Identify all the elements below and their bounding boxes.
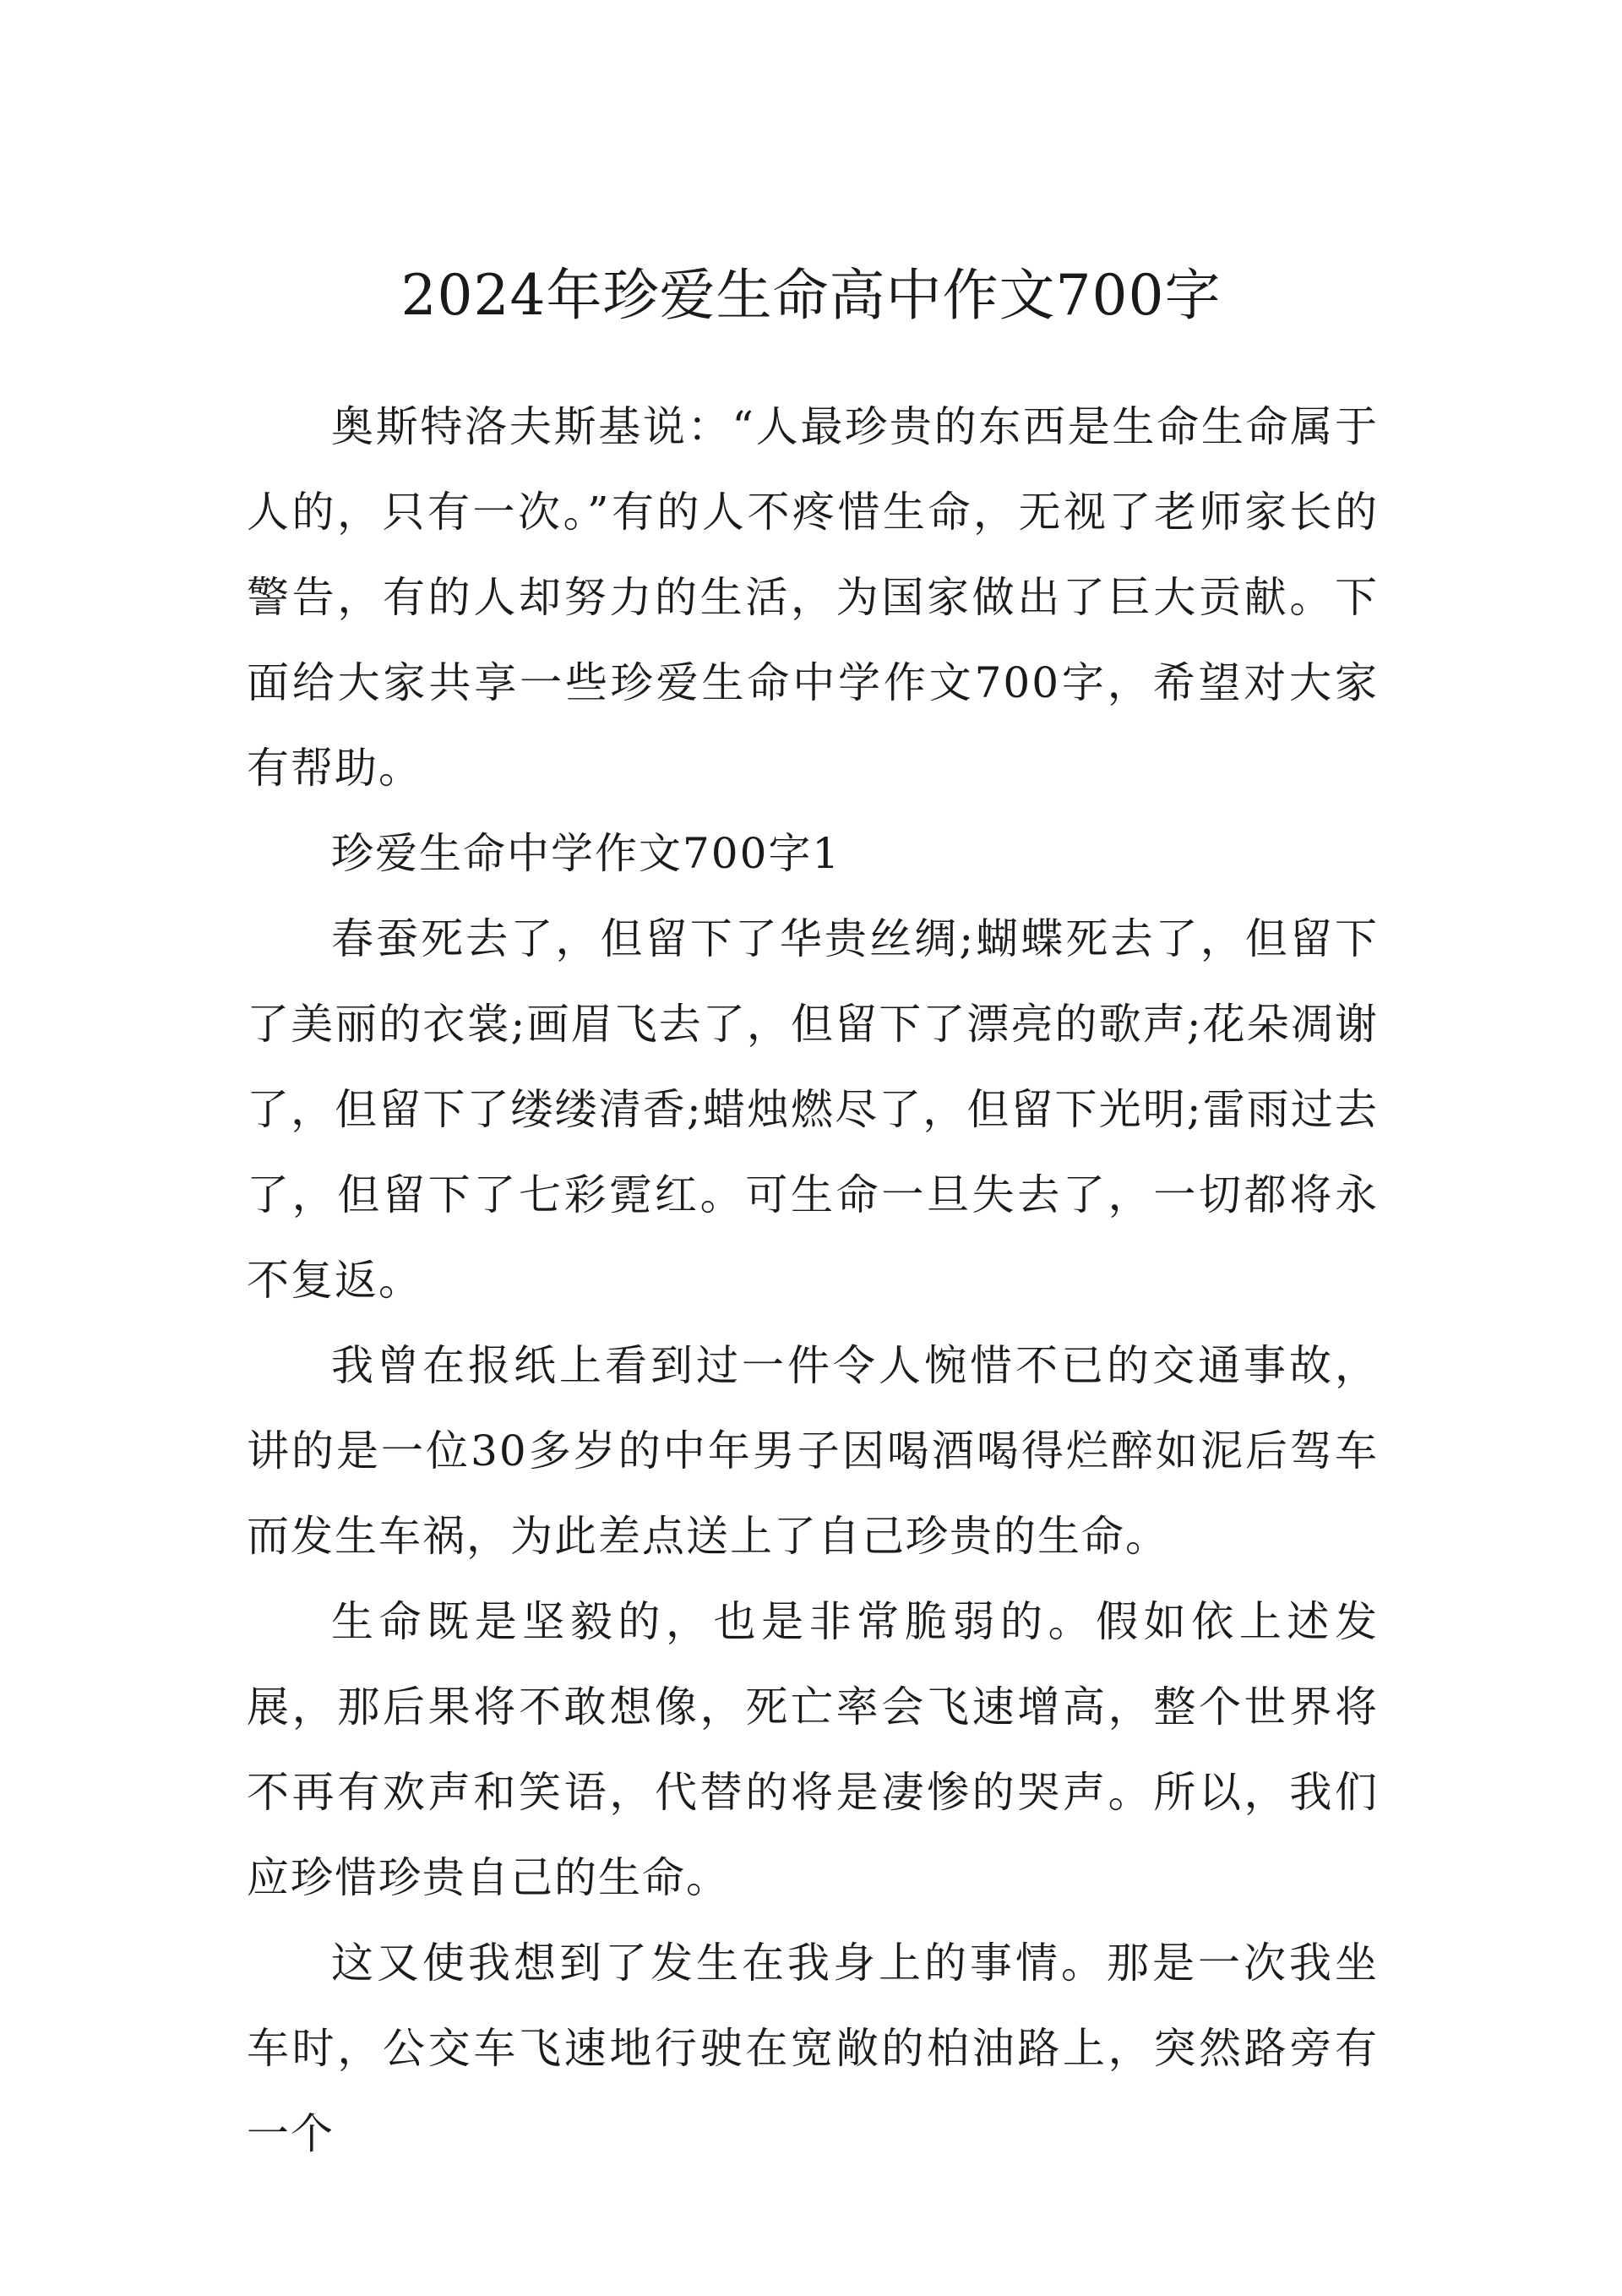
- body-paragraph: 春蚕死去了，但留下了华贵丝绸;蝴蝶死去了，但留下了美丽的衣裳;画眉飞去了，但留下了漂亮的歌声;花朵凋谢了，但留下了缕缕清香;蜡烛燃尽了，但留下光明;雷雨过去了，但留下了七彩霓红。可生命一旦失去了，一切都将永不复返。: [247, 914, 1379, 1305]
- intro-paragraph: 奥斯特洛夫斯基说：“人最珍贵的东西是生命生命属于人的，只有一次。”有的人不疼惜生命，无视了老师家长的警告，有的人却努力的生活，为国家做出了巨大贡献。下面给大家共享一些珍爱生命中学作文700字，希望对大家有帮助。: [247, 402, 1379, 793]
- document-title: 2024年珍爱生命高中作文700字: [400, 263, 1222, 328]
- body-paragraph: 我曾在报纸上看到过一件令人惋惜不已的交通事故，讲的是一位30多岁的中年男子因喝酒喝得烂醉如泥后驾车而发生车祸，为此差点送上了自己珍贵的生命。: [247, 1341, 1379, 1561]
- body-paragraph: 生命既是坚毅的，也是非常脆弱的。假如依上述发展，那后果将不敢想像，死亡率会飞速增高，整个世界将不再有欢声和笑语，代替的将是凄惨的哭声。所以，我们应珍惜珍贵自己的生命。: [247, 1597, 1379, 1902]
- body-paragraph: 这又使我想到了发生在我身上的事情。那是一次我坐车时，公交车飞速地行驶在宽敞的柏油路上，突然路旁有一个: [247, 1939, 1379, 2158]
- section-heading: 珍爱生命中学作文700字1: [331, 829, 841, 878]
- document-body: [247, 384, 1379, 2177]
